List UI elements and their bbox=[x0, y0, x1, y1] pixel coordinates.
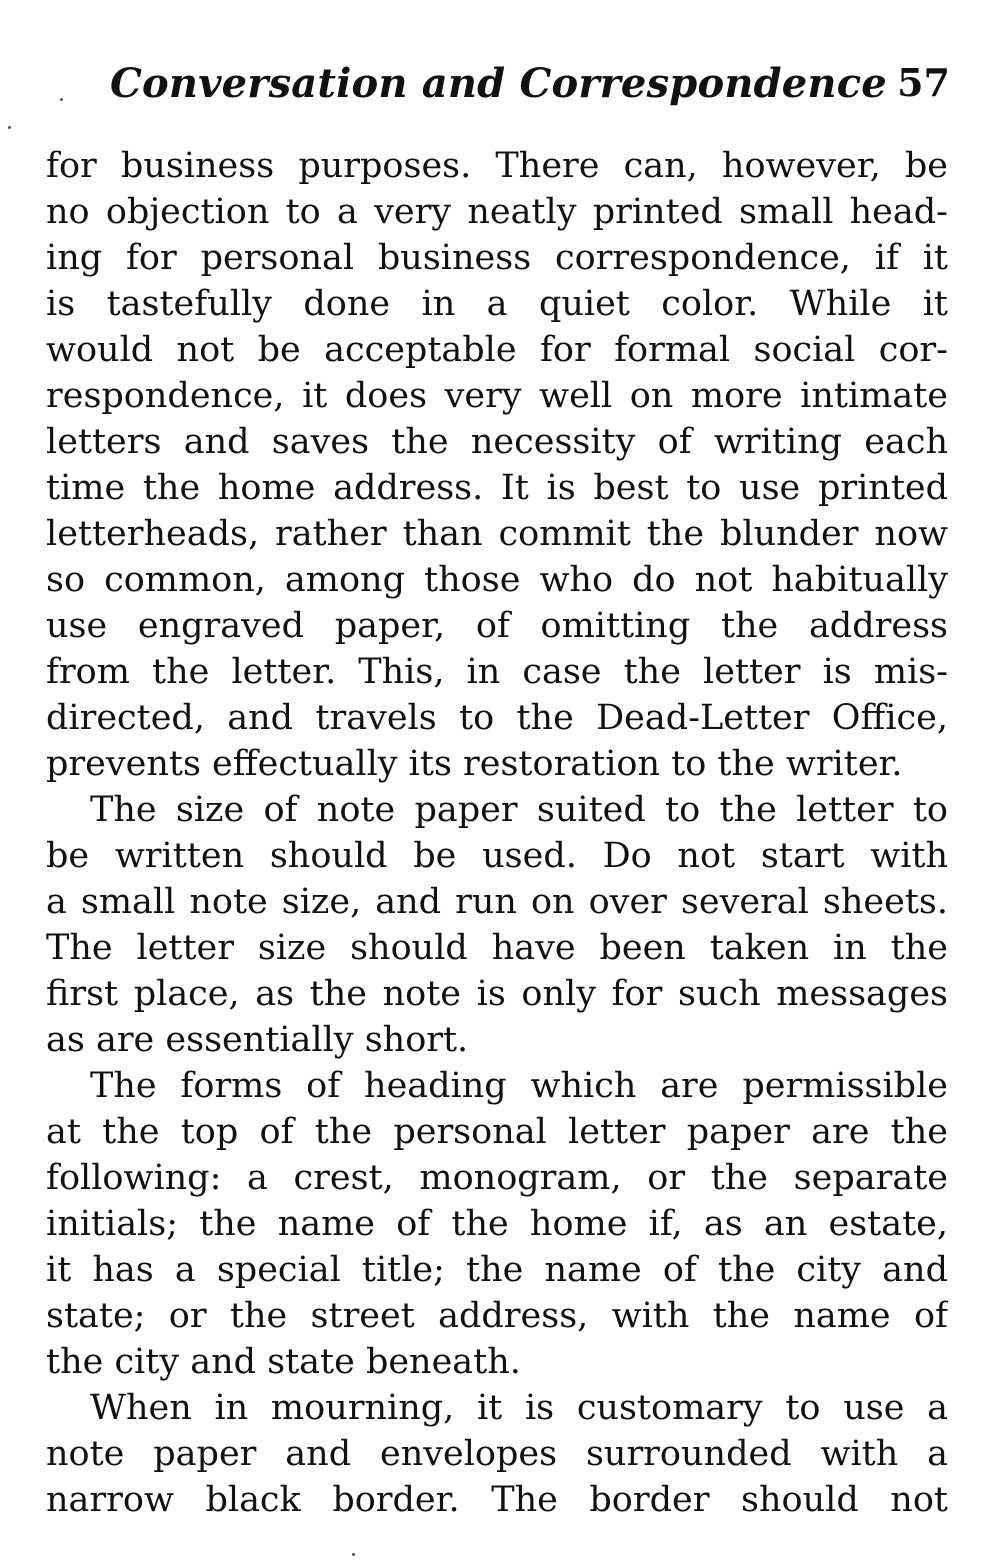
text-line: for business purposes. There can, however, be bbox=[46, 146, 948, 186]
body-text bbox=[46, 143, 948, 1523]
text-line: The letter size should have been taken in the bbox=[46, 928, 948, 968]
text-line: use engraved paper, of omitting the address bbox=[46, 606, 948, 646]
text-line: is tastefully done in a quiet color. While it bbox=[46, 284, 948, 324]
paragraph-first-line: When in mourning, it is customary to use a bbox=[90, 1388, 948, 1428]
text-line: so common, among those who do not habitually bbox=[46, 560, 948, 600]
scan-speck bbox=[8, 126, 11, 129]
text-line: no objection to a very neatly printed small head- bbox=[46, 192, 948, 232]
page-number: 57 bbox=[897, 60, 950, 105]
text-line: note paper and envelopes surrounded with a bbox=[46, 1434, 948, 1474]
text-line: prevents effectually its restoration to the writer. bbox=[46, 744, 903, 784]
paragraph-first-line: The forms of heading which are permissible bbox=[90, 1066, 948, 1106]
text-line: respondence, it does very well on more intimate bbox=[46, 376, 948, 416]
text-line: ing for personal business correspondence, if it bbox=[46, 238, 948, 278]
text-line: letterheads, rather than commit the blunder now bbox=[46, 514, 948, 554]
text-line: be written should be used. Do not start with bbox=[46, 836, 948, 876]
text-line: directed, and travels to the Dead-Letter Office, bbox=[46, 698, 948, 738]
text-line: from the letter. This, in case the letter is mis- bbox=[46, 652, 948, 692]
paragraph-first-line: The size of note paper suited to the letter to bbox=[90, 790, 948, 830]
scan-speck bbox=[60, 98, 63, 101]
text-line: following: a crest, monogram, or the separate bbox=[46, 1158, 948, 1198]
text-line: the city and state beneath. bbox=[46, 1342, 521, 1382]
text-line: would not be acceptable for formal social cor- bbox=[46, 330, 948, 370]
text-line: at the top of the personal letter paper are the bbox=[46, 1112, 948, 1152]
running-head bbox=[110, 60, 950, 120]
text-line: first place, as the note is only for such messages bbox=[46, 974, 948, 1014]
text-line: letters and saves the necessity of writing each bbox=[46, 422, 948, 462]
scan-speck bbox=[352, 1553, 355, 1556]
text-line: time the home address. It is best to use printed bbox=[46, 468, 948, 508]
running-title: Conversation and Correspondence bbox=[110, 60, 887, 107]
text-line: narrow black border. The border should not bbox=[46, 1480, 948, 1520]
text-line: initials; the name of the home if, as an estate, bbox=[46, 1204, 948, 1244]
text-line: a small note size, and run on over several sheets. bbox=[46, 882, 948, 922]
text-line: state; or the street address, with the name of bbox=[46, 1296, 948, 1336]
text-line: as are essentially short. bbox=[46, 1020, 469, 1060]
text-line: it has a special title; the name of the city and bbox=[46, 1250, 948, 1290]
